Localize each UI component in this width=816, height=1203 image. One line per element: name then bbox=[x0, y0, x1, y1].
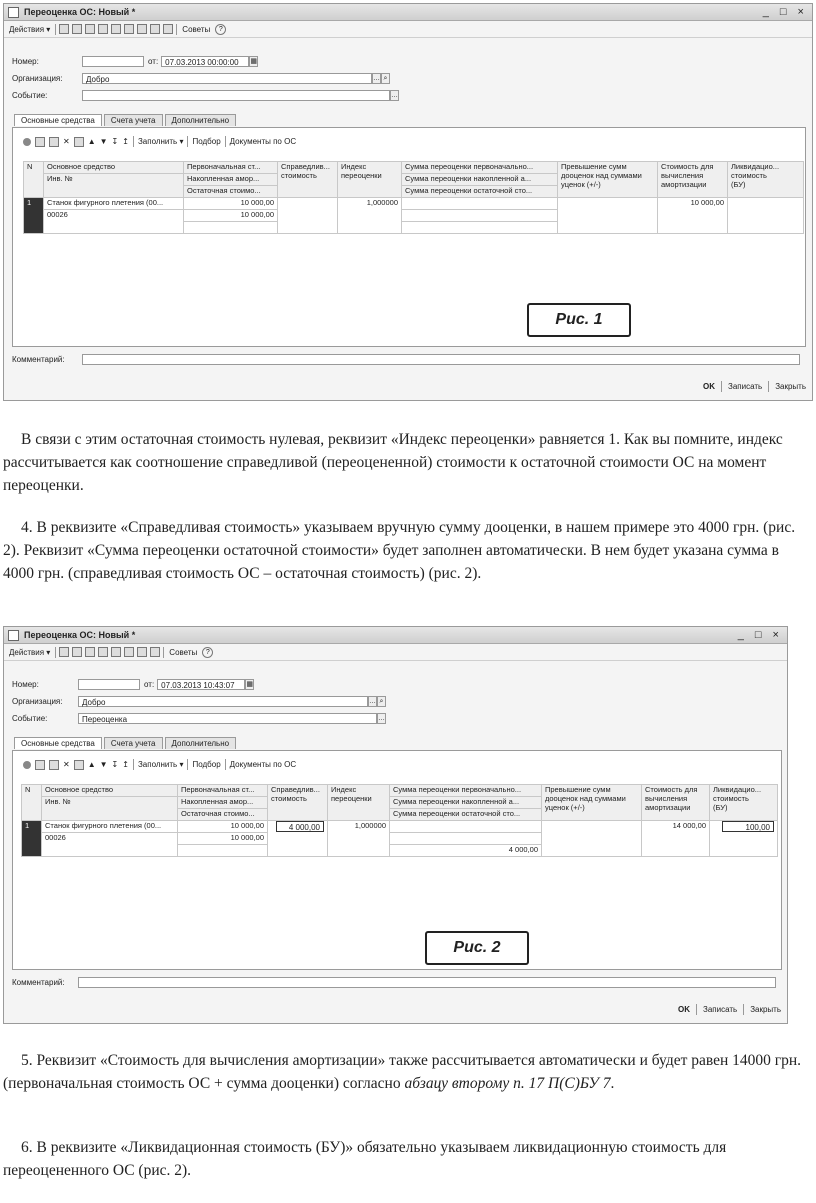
assets-panel bbox=[12, 127, 806, 347]
sort-icon[interactable] bbox=[137, 24, 147, 34]
cell-fair[interactable] bbox=[268, 821, 328, 857]
assets-table bbox=[23, 161, 804, 234]
list-icon[interactable] bbox=[150, 647, 160, 657]
liquidation-value-input[interactable]: 100,00 bbox=[722, 821, 774, 832]
col-fair: Справедлив... стоимость bbox=[268, 785, 328, 821]
tab-additional[interactable]: Дополнительно bbox=[165, 737, 237, 749]
paragraph-4: 6. В реквизите «Ликвидационная стоимость (БУ)» обязательно указываем ликвидационную стоимость для переоцененного ОС (рис. 2). bbox=[3, 1139, 727, 1179]
row-number: 1 bbox=[24, 198, 44, 234]
cell-s3[interactable]: 4 000,00 bbox=[390, 845, 542, 857]
window-icon bbox=[8, 630, 19, 641]
save-button[interactable]: Записать bbox=[703, 1005, 738, 1014]
number-field[interactable] bbox=[82, 56, 144, 67]
search-icon[interactable]: ⌕ bbox=[377, 696, 386, 707]
cell-s2[interactable] bbox=[390, 833, 542, 845]
cell-inv[interactable]: 00026 bbox=[44, 210, 184, 234]
col-excess: Превышение сумм дооценок над суммами уценок (+/-) bbox=[558, 162, 658, 198]
event-field[interactable] bbox=[82, 90, 390, 101]
col-cost: Стоимость для вычисления амортизации bbox=[642, 785, 710, 821]
cell-resid[interactable] bbox=[178, 845, 268, 857]
window-controls[interactable]: _ □ × bbox=[737, 629, 783, 641]
separator bbox=[768, 381, 769, 392]
cell-excess[interactable] bbox=[558, 198, 658, 234]
post-icon[interactable] bbox=[98, 24, 108, 34]
fair-value-input[interactable]: 4 000,00 bbox=[276, 821, 324, 832]
number-row bbox=[12, 56, 258, 67]
assets-table bbox=[21, 784, 778, 857]
search-icon[interactable] bbox=[124, 24, 134, 34]
tab-accounts[interactable]: Счета учета bbox=[104, 737, 163, 749]
select-button[interactable]: … bbox=[373, 75, 380, 82]
bottom-buttons bbox=[703, 381, 806, 392]
org-label: Организация: bbox=[12, 697, 63, 706]
number-row bbox=[12, 679, 254, 690]
title-bar bbox=[4, 4, 812, 21]
col-excess: Превышение сумм дооценок над суммами уценок (+/-) bbox=[542, 785, 642, 821]
cell-fair[interactable] bbox=[278, 198, 338, 234]
cell-s1[interactable] bbox=[390, 821, 542, 833]
figure-label: Рис. 1 bbox=[527, 303, 631, 337]
col-liq: Ликвидацио... стоимость (БУ) bbox=[710, 785, 778, 821]
select-button[interactable]: … bbox=[378, 715, 385, 722]
col-cost: Стоимость для вычисления амортизации bbox=[658, 162, 728, 198]
col-accum: Накопленная амор... bbox=[178, 797, 268, 809]
number-label: Номер: bbox=[12, 57, 39, 66]
event-row bbox=[12, 713, 386, 724]
event-label: Событие: bbox=[12, 714, 48, 723]
fill-menu[interactable]: Заполнить ▾ bbox=[137, 137, 184, 146]
comment-label: Комментарий: bbox=[12, 355, 65, 364]
org-field[interactable]: Добро bbox=[78, 696, 368, 707]
sort-icon[interactable] bbox=[124, 647, 134, 657]
comment-field[interactable] bbox=[78, 977, 776, 988]
separator bbox=[743, 1004, 744, 1015]
separator bbox=[721, 381, 722, 392]
col-s2: Сумма переоценки накопленной а... bbox=[390, 797, 542, 809]
comment-row bbox=[12, 977, 776, 988]
end-edit-icon[interactable] bbox=[74, 760, 84, 770]
cell-accum[interactable]: 10 000,00 bbox=[184, 210, 278, 222]
cell-accum[interactable]: 10 000,00 bbox=[178, 833, 268, 845]
move-down-icon[interactable]: ▼ bbox=[99, 760, 108, 769]
comment-field[interactable] bbox=[82, 354, 800, 365]
end-edit-icon[interactable] bbox=[74, 137, 84, 147]
cell-asset[interactable]: Станок фигурного плетения (00... bbox=[42, 821, 178, 833]
close-button[interactable]: Закрыть bbox=[750, 1005, 781, 1014]
col-init: Первоначальная ст... bbox=[178, 785, 268, 797]
row-number: 1 bbox=[22, 821, 42, 857]
toolbar bbox=[4, 21, 812, 38]
col-n: N bbox=[24, 162, 44, 198]
copy-icon[interactable] bbox=[35, 137, 45, 147]
cell-index[interactable]: 1,000000 bbox=[328, 821, 390, 857]
col-liq: Ликвидацио... стоимость (БУ) bbox=[728, 162, 804, 198]
print-icon[interactable] bbox=[72, 647, 82, 657]
tab-assets[interactable]: Основные средства bbox=[14, 737, 102, 749]
separator bbox=[55, 647, 56, 658]
assets-panel bbox=[12, 750, 782, 970]
fill-menu[interactable]: Заполнить ▾ bbox=[137, 760, 184, 769]
save-icon[interactable] bbox=[59, 24, 69, 34]
separator bbox=[133, 759, 134, 770]
edit-icon[interactable] bbox=[49, 760, 59, 770]
separator bbox=[187, 759, 188, 770]
separator bbox=[176, 24, 177, 35]
col-resid: Остаточная стоимо... bbox=[178, 809, 268, 821]
cell-init[interactable]: 10 000,00 bbox=[178, 821, 268, 833]
separator bbox=[225, 136, 226, 147]
comment-row bbox=[12, 354, 800, 365]
event-label: Событие: bbox=[12, 91, 48, 100]
help-icon[interactable]: ? bbox=[202, 647, 213, 658]
table-row[interactable] bbox=[24, 198, 804, 210]
col-s2: Сумма переоценки накопленной а... bbox=[402, 174, 558, 186]
save-icon[interactable] bbox=[59, 647, 69, 657]
org-field[interactable]: Добро bbox=[82, 73, 372, 84]
col-accum: Накопленная амор... bbox=[184, 174, 278, 186]
report-icon[interactable] bbox=[150, 24, 160, 34]
print-icon[interactable] bbox=[72, 24, 82, 34]
copy-icon[interactable] bbox=[85, 647, 95, 657]
separator bbox=[55, 24, 56, 35]
bottom-buttons bbox=[678, 1004, 781, 1015]
tab-additional[interactable]: Дополнительно bbox=[165, 114, 237, 126]
col-asset: Основное средство bbox=[44, 162, 184, 174]
search-icon[interactable]: ⌕ bbox=[381, 73, 390, 84]
move-up-icon[interactable]: ▲ bbox=[87, 137, 96, 146]
copy-icon[interactable] bbox=[85, 24, 95, 34]
tab-accounts[interactable]: Счета учета bbox=[104, 114, 163, 126]
paragraph-3: 5. Реквизит «Стоимость для вычисления амортизации» также рассчитывается автоматически и будет равен 14000 грн. (первоначальная стоимость ОС + сумма дооценки) согласно абзацу второму п. 17 П(С)БУ 7. bbox=[3, 1052, 802, 1092]
col-inv: Инв. № bbox=[42, 797, 178, 821]
separator bbox=[225, 759, 226, 770]
cell-init[interactable]: 10 000,00 bbox=[184, 198, 278, 210]
sort-asc-icon[interactable]: ↧ bbox=[111, 760, 119, 769]
window-controls[interactable]: _ □ × bbox=[762, 6, 808, 18]
comment-label: Комментарий: bbox=[12, 978, 65, 987]
ok-button[interactable]: OK bbox=[703, 382, 715, 391]
search-icon[interactable] bbox=[111, 647, 121, 657]
cell-liq[interactable] bbox=[710, 821, 778, 857]
figure-label: Рис. 2 bbox=[425, 931, 529, 965]
cell-excess[interactable] bbox=[542, 821, 642, 857]
select-button[interactable]: … bbox=[391, 92, 398, 99]
docs-button[interactable]: Документы по ОС bbox=[229, 137, 297, 146]
col-index: Индекс переоценки bbox=[328, 785, 390, 821]
add-icon[interactable] bbox=[23, 138, 31, 146]
toolbar bbox=[4, 644, 787, 661]
col-index: Индекс переоценки bbox=[338, 162, 402, 198]
cell-asset[interactable]: Станок фигурного плетения (00... bbox=[44, 198, 184, 210]
delete-icon[interactable]: ✕ bbox=[63, 137, 70, 146]
separator bbox=[163, 647, 164, 658]
col-s1: Сумма переоценки первоначально... bbox=[402, 162, 558, 174]
add-icon[interactable] bbox=[23, 761, 31, 769]
report-icon[interactable] bbox=[137, 647, 147, 657]
calendar-icon[interactable]: ▦ bbox=[250, 58, 257, 65]
col-s3: Сумма переоценки остаточной сто... bbox=[402, 186, 558, 198]
org-label: Организация: bbox=[12, 74, 63, 83]
cell-cost[interactable]: 14 000,00 bbox=[642, 821, 710, 857]
cell-s2[interactable] bbox=[402, 210, 558, 222]
advice-button[interactable]: Советы bbox=[182, 24, 211, 34]
delete-icon[interactable]: ✕ bbox=[63, 760, 70, 769]
number-label: Номер: bbox=[12, 680, 39, 689]
structure-icon[interactable] bbox=[111, 24, 121, 34]
tab-assets[interactable]: Основные средства bbox=[14, 114, 102, 126]
sort-desc-icon[interactable]: ↥ bbox=[122, 137, 129, 146]
separator bbox=[133, 136, 134, 147]
table-row[interactable] bbox=[22, 821, 778, 833]
title-bar bbox=[4, 627, 787, 644]
sort-desc-icon[interactable]: ↥ bbox=[122, 760, 129, 769]
cell-s3[interactable] bbox=[402, 222, 558, 234]
window-title: Переоценка ОС: Новый * bbox=[24, 7, 136, 17]
actions-menu[interactable]: Действия ▾ bbox=[9, 24, 51, 34]
paragraph-1: В связи с этим остаточная стоимость нулевая, реквизит «Индекс переоценки» равняется 1. Как вы помните, индекс рассчитывается как соотношение справедливой (переоцененной) стоимости к остаточной стоимости ОС на момент переоценки. bbox=[3, 431, 783, 494]
select-button[interactable]: … bbox=[369, 698, 376, 705]
col-asset: Основное средство bbox=[42, 785, 178, 797]
org-row bbox=[12, 696, 386, 707]
cell-inv[interactable]: 00026 bbox=[42, 833, 178, 857]
event-row bbox=[12, 90, 399, 101]
col-s3: Сумма переоценки остаточной сто... bbox=[390, 809, 542, 821]
help-icon[interactable]: ? bbox=[215, 24, 226, 35]
cell-cost[interactable]: 10 000,00 bbox=[658, 198, 728, 234]
panel-toolbar bbox=[23, 759, 296, 770]
cell-index[interactable]: 1,000000 bbox=[338, 198, 402, 234]
date-field[interactable]: 07.03.2013 00:00:00 bbox=[161, 56, 249, 67]
window-icon bbox=[8, 7, 19, 18]
number-field[interactable] bbox=[78, 679, 140, 690]
panel-toolbar bbox=[23, 136, 296, 147]
select-button[interactable]: Подбор bbox=[192, 137, 221, 146]
col-resid: Остаточная стоимо... bbox=[184, 186, 278, 198]
paragraph-2: 4. В реквизите «Справедливая стоимость» указываем вручную сумму дооценки, в нашем примере это 4000 грн. (рис. 2). Реквизит «Сумма переоценки остаточной стоимости» будет заполнен автоматически. В нем будет указана сумма в 4000 грн. (справедливая стоимость ОС – остаточная стоимость) (рис. 2). bbox=[3, 519, 796, 582]
edit-icon[interactable] bbox=[49, 137, 59, 147]
select-button[interactable]: Подбор bbox=[192, 760, 221, 769]
date-label: от: bbox=[148, 57, 159, 66]
col-init: Первоначальная ст... bbox=[184, 162, 278, 174]
ok-button[interactable]: OK bbox=[678, 1005, 690, 1014]
org-row bbox=[12, 73, 390, 84]
close-button[interactable]: Закрыть bbox=[775, 382, 806, 391]
window-revaluation-2 bbox=[3, 626, 788, 1024]
event-field[interactable]: Переоценка bbox=[78, 713, 377, 724]
docs-button[interactable]: Документы по ОС bbox=[229, 760, 297, 769]
move-up-icon[interactable]: ▲ bbox=[87, 760, 96, 769]
col-inv: Инв. № bbox=[44, 174, 184, 198]
date-field[interactable]: 07.03.2013 10:43:07 bbox=[157, 679, 245, 690]
move-down-icon[interactable]: ▼ bbox=[99, 137, 108, 146]
cell-s1[interactable] bbox=[402, 198, 558, 210]
tabs bbox=[14, 114, 238, 126]
window-revaluation-1 bbox=[3, 3, 813, 401]
post-icon[interactable] bbox=[98, 647, 108, 657]
separator bbox=[187, 136, 188, 147]
actions-menu[interactable]: Действия ▾ bbox=[9, 647, 51, 657]
separator bbox=[696, 1004, 697, 1015]
save-button[interactable]: Записать bbox=[728, 382, 763, 391]
list-icon[interactable] bbox=[163, 24, 173, 34]
reference-italic: абзацу второму п. 17 П(С)БУ 7 bbox=[404, 1075, 611, 1092]
calendar-icon[interactable]: ▦ bbox=[246, 681, 253, 688]
date-label: от: bbox=[144, 680, 155, 689]
cell-resid[interactable] bbox=[184, 222, 278, 234]
window-title: Переоценка ОС: Новый * bbox=[24, 630, 136, 640]
advice-button[interactable]: Советы bbox=[169, 647, 198, 657]
col-n: N bbox=[22, 785, 42, 821]
copy-icon[interactable] bbox=[35, 760, 45, 770]
cell-liq[interactable] bbox=[728, 198, 804, 234]
col-s1: Сумма переоценки первоначально... bbox=[390, 785, 542, 797]
col-fair: Справедлив... стоимость bbox=[278, 162, 338, 198]
sort-asc-icon[interactable]: ↧ bbox=[111, 137, 119, 146]
tabs bbox=[14, 737, 238, 749]
